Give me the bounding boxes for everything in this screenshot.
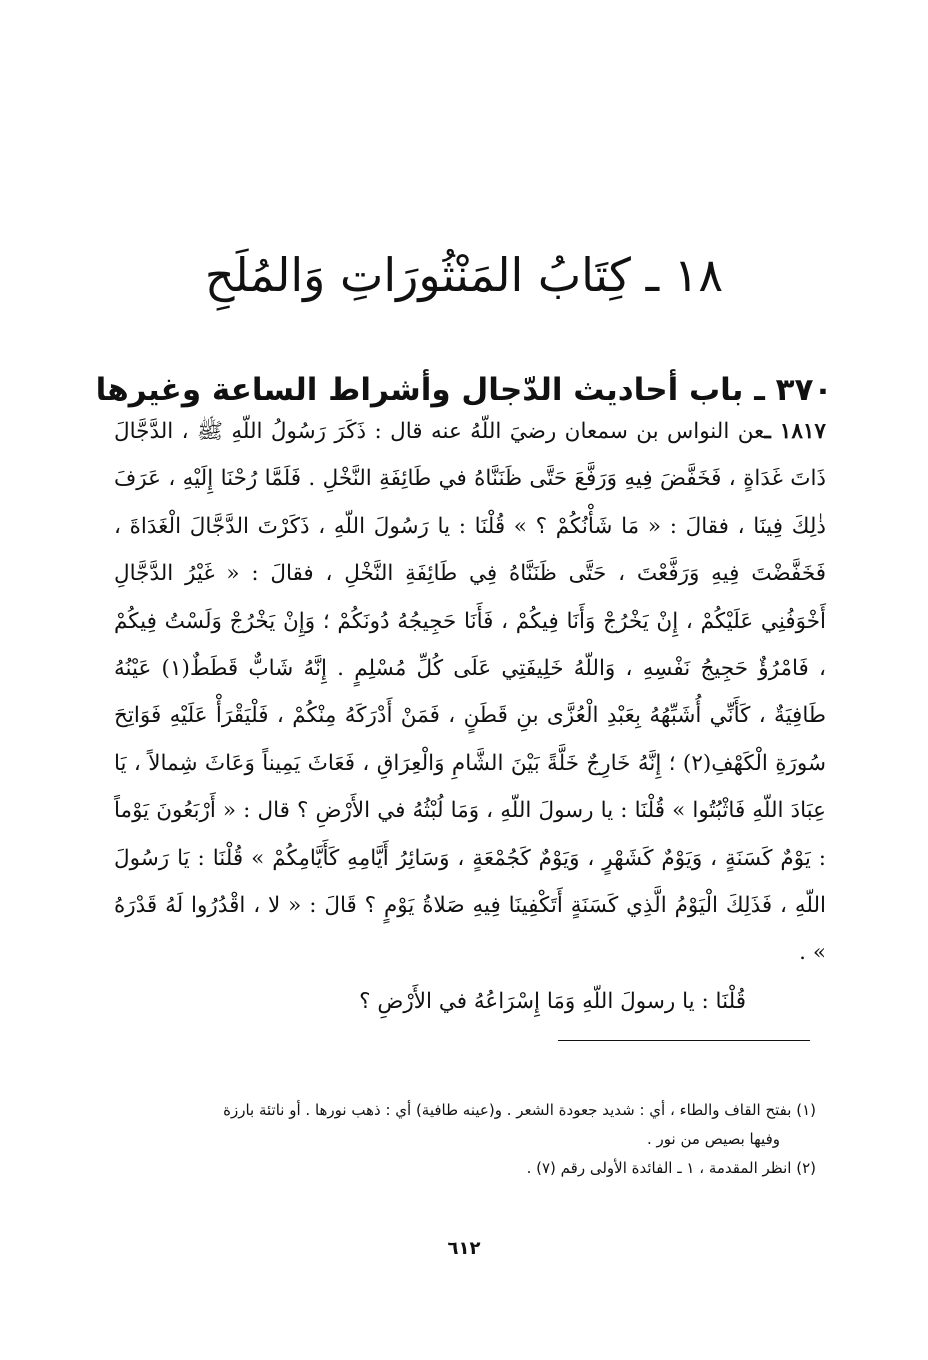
footnote-1: (١) بفتح القاف والطاء ، أي : شديد جعودة الشعر . و(عينه طافية) أي : ذهب نورها . أو ناتئة بارزة	[223, 1101, 816, 1119]
hadith-number: ١٨١٧ ـ	[764, 419, 826, 444]
book-title: ١٨ ـ كِتَابُ المَنْثُورَاتِ وَالمُلَحِ	[204, 247, 724, 302]
footnote-separator	[558, 1040, 810, 1041]
page-number: ٦١٢	[447, 1238, 481, 1259]
chapter-title: ٣٧٠ ـ باب أحاديث الدّجال وأشراط الساعة وغيرها	[95, 371, 833, 408]
footnotes	[116, 1096, 816, 1183]
hadith-text	[114, 408, 826, 977]
footnote-1-continued: وفيها بصيص من نور .	[647, 1130, 780, 1148]
hadith-last-line: قُلْنَا : يا رسولَ اللّهِ وَمَا إِسْرَاعُهُ في الأَرْضِ ؟	[359, 989, 746, 1014]
hadith-body: عن النواس بن سمعان رضيَ اللّهُ عنه قال : ذَكَرَ رَسُولُ اللّهِ ﷺ ، الدَّجَّالَ ذَاتَ غَدَاةٍ ، فَخَفَّضَ فِيهِ وَرَفَّعَ حَتَّى ظَنَنَّاهُ في طَائِفَةِ النَّخْلِ . فَلَمَّا رُحْنَا إِلَيْهِ ، عَرَفَ ذٰلِكَ فِينَا ، فقالَ : « مَا شَأْنُكُمْ ؟ » قُلْنَا : يا رَسُولَ اللّهِ ، ذَكَرْتَ الدَّجَّالَ الْغَدَاةَ ، فَخَفَّضْتَ فِيهِ وَرَفَّعْتَ ، حَتَّى ظَنَنَّاهُ فِي طَائِفَةِ النَّخْلِ ، فقالَ : « غَيْرُ الدَّجَّالِ أَخْوَفُنِي عَلَيْكُمْ ، إِنْ يَخْرُجْ وَأَنَا فِيكُمْ ، فَأَنَا حَجِيجُهُ دُونَكُمْ ؛ وَإِنْ يَخْرُجْ وَلَسْتُ فِيكُمْ ، فَامْرُؤٌ حَجِيجُ نَفْسِهِ ، وَاللّهُ خَلِيفَتِي عَلَى كُلِّ مُسْلِمٍ . إِنَّهُ شَابٌّ قَطَطٌ(١) عَيْنُهُ طَافِيَةٌ ، كَأَنِّي أُشَبِّهُهُ بِعَبْدِ الْعُزَّى بنِ قَطَنٍ ، فَمَنْ أَدْرَكَهُ مِنْكُمْ ، فَلْيَقْرَأْ عَلَيْهِ فَوَاتِحَ سُورَةِ الْكَهْفِ(٢) ؛ إِنَّهُ خَارِجٌ خَلَّةً بَيْنَ الشَّامِ وَالْعِرَاقِ ، فَعَاثَ يَمِيناً وَعَاثَ شِمالاً ، يَا عِبَادَ اللّهِ فَاثْبُتُوا » قُلْنَا : يا رسولَ اللّهِ ، وَمَا لُبْثُهُ في الأَرْضِ ؟ قال : « أَرْبَعُونَ يَوْماً : يَوْمٌ كَسَنَةٍ ، وَيَوْمٌ كَشَهْرٍ ، وَيَوْمٌ كَجُمْعَةٍ ، وَسَائِرُ أَيَّامِهِ كَأَيَّامِكُمْ » قُلْنَا : يَا رَسُولَ اللّهِ ، فَذَلِكَ الْيَوْمُ الَّذِي كَسَنَةٍ أَتَكْفِينَا فِيهِ صَلاةُ يَوْمٍ ؟ قَالَ : « لا ، اقْدُرُوا لَهُ قَدْرَهُ » .	[114, 419, 826, 966]
footnote-2: (٢) انظر المقدمة ، ١ ـ الفائدة الأولى رقم (٧) .	[526, 1159, 816, 1177]
